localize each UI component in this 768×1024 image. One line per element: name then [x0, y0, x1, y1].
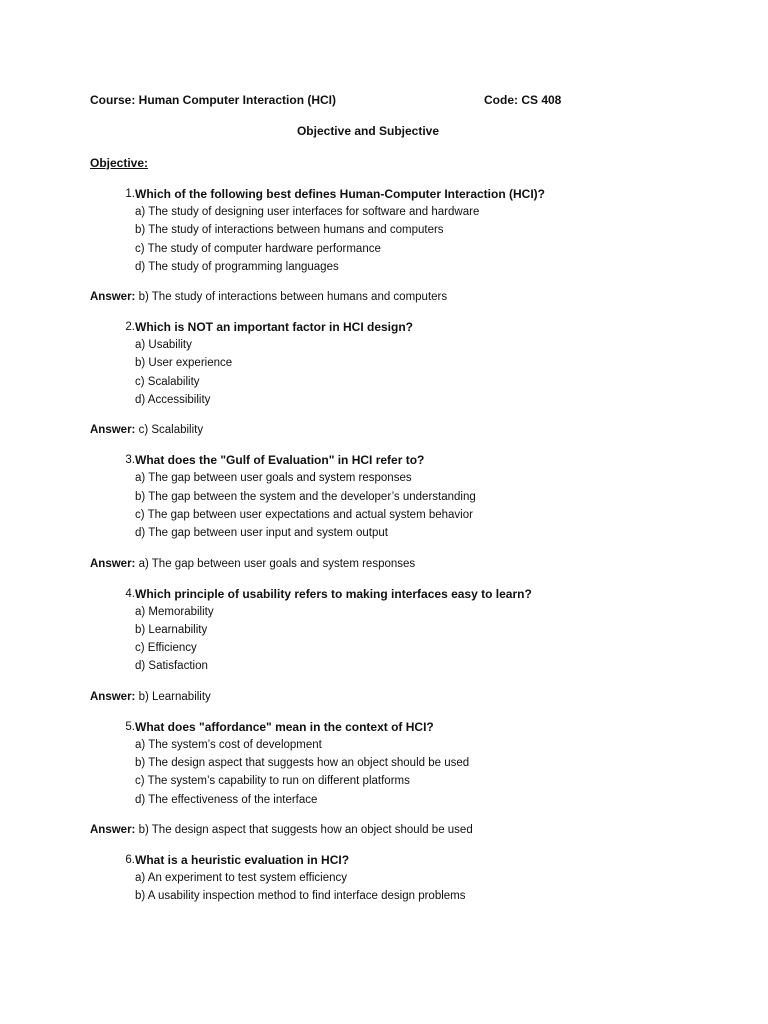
- question-text: Which of the following best defines Human-Computer Interaction (HCI)?: [135, 187, 545, 201]
- document-subtitle: Objective and Subjective: [296, 124, 440, 138]
- question-number: 2.: [125, 321, 135, 334]
- answer-option: b) The study of interactions between humans and computers: [135, 224, 444, 237]
- question-text: What does "affordance" mean in the context of HCI?: [135, 719, 434, 734]
- answer-option: d) Accessibility: [135, 394, 211, 407]
- question-number: 3.: [125, 454, 135, 467]
- question-heading: [90, 718, 730, 736]
- answer-option: b) The gap between the system and the developer’s understanding: [135, 490, 476, 503]
- answer-line: [90, 821, 730, 839]
- answer-option: b) A usability inspection method to find interface design problems: [135, 890, 466, 903]
- answer-option: c) The study of computer hardware performance: [135, 242, 381, 255]
- option-list: [135, 336, 730, 409]
- answer-label: Answer:: [90, 424, 136, 437]
- answer-text: b) The study of interactions between humans and computers: [135, 291, 448, 304]
- question-heading: [90, 185, 730, 203]
- document-header: [90, 93, 560, 107]
- question-text: What is a heuristic evaluation in HCI?: [135, 852, 350, 867]
- answer-text: b) Learnability: [135, 690, 211, 703]
- answer-line: [90, 688, 730, 706]
- answer-option: c) The system’s capability to run on different platforms: [135, 775, 410, 788]
- question-heading: [90, 451, 730, 469]
- answer-text: c) Scalability: [135, 424, 204, 437]
- question-item: [90, 451, 730, 572]
- question-text: Which is NOT an important factor in HCI design?: [135, 320, 414, 335]
- option-list: [135, 869, 730, 906]
- answer-option: a) The system’s cost of development: [135, 738, 322, 751]
- answer-label: Answer:: [90, 823, 136, 836]
- answer-option: a) An experiment to test system efficiency: [135, 871, 347, 884]
- question-heading: [90, 318, 730, 336]
- answer-option: c) Efficiency: [135, 642, 197, 655]
- answer-line: [90, 555, 730, 573]
- option-list: [135, 603, 730, 676]
- option-list: [135, 203, 730, 276]
- answer-option: b) The design aspect that suggests how an object should be used: [135, 757, 470, 770]
- question-list: [90, 185, 730, 906]
- question-item: [90, 185, 730, 306]
- answer-option: d) The effectiveness of the interface: [135, 793, 318, 806]
- question-number: 5.: [125, 720, 135, 733]
- question-heading: [90, 585, 730, 603]
- answer-option: b) User experience: [135, 357, 233, 370]
- answer-option: a) Memorability: [135, 605, 214, 618]
- course-title: Course: Human Computer Interaction (HCI): [90, 93, 337, 107]
- question-number: 1.: [125, 188, 135, 200]
- question-text: What does the "Gulf of Evaluation" in HCI refer to?: [135, 453, 425, 468]
- question-item: [90, 585, 730, 706]
- answer-option: c) Scalability: [135, 375, 200, 388]
- section-title-objective: Objective:: [90, 156, 149, 170]
- answer-option: d) The study of programming languages: [135, 260, 339, 273]
- question-number: 4.: [125, 587, 135, 600]
- question-heading: [90, 851, 730, 869]
- answer-option: a) The gap between user goals and system responses: [135, 472, 412, 485]
- question-text: Which principle of usability refers to making interfaces easy to learn?: [135, 586, 532, 601]
- course-code: Code: CS 408: [484, 93, 562, 107]
- answer-option: d) Satisfaction: [135, 660, 208, 673]
- answer-option: a) The study of designing user interfaces for software and hardware: [135, 206, 480, 218]
- answer-line: [90, 288, 730, 306]
- answer-text: b) The design aspect that suggests how an object should be used: [135, 823, 473, 836]
- answer-option: b) Learnability: [135, 623, 208, 636]
- answer-option: d) The gap between user input and system output: [135, 527, 388, 540]
- answer-line: [90, 421, 730, 439]
- answer-option: c) The gap between user expectations and actual system behavior: [135, 508, 473, 521]
- question-item: [90, 318, 730, 439]
- answer-option: a) Usability: [135, 339, 192, 352]
- option-list: [135, 736, 730, 809]
- answer-label: Answer:: [90, 291, 136, 304]
- option-list: [135, 469, 730, 542]
- question-number: 6.: [125, 853, 135, 866]
- question-item: [90, 718, 730, 839]
- answer-label: Answer:: [90, 557, 136, 570]
- question-item: [90, 851, 730, 906]
- answer-text: a) The gap between user goals and system responses: [135, 557, 416, 570]
- answer-label: Answer:: [90, 690, 136, 703]
